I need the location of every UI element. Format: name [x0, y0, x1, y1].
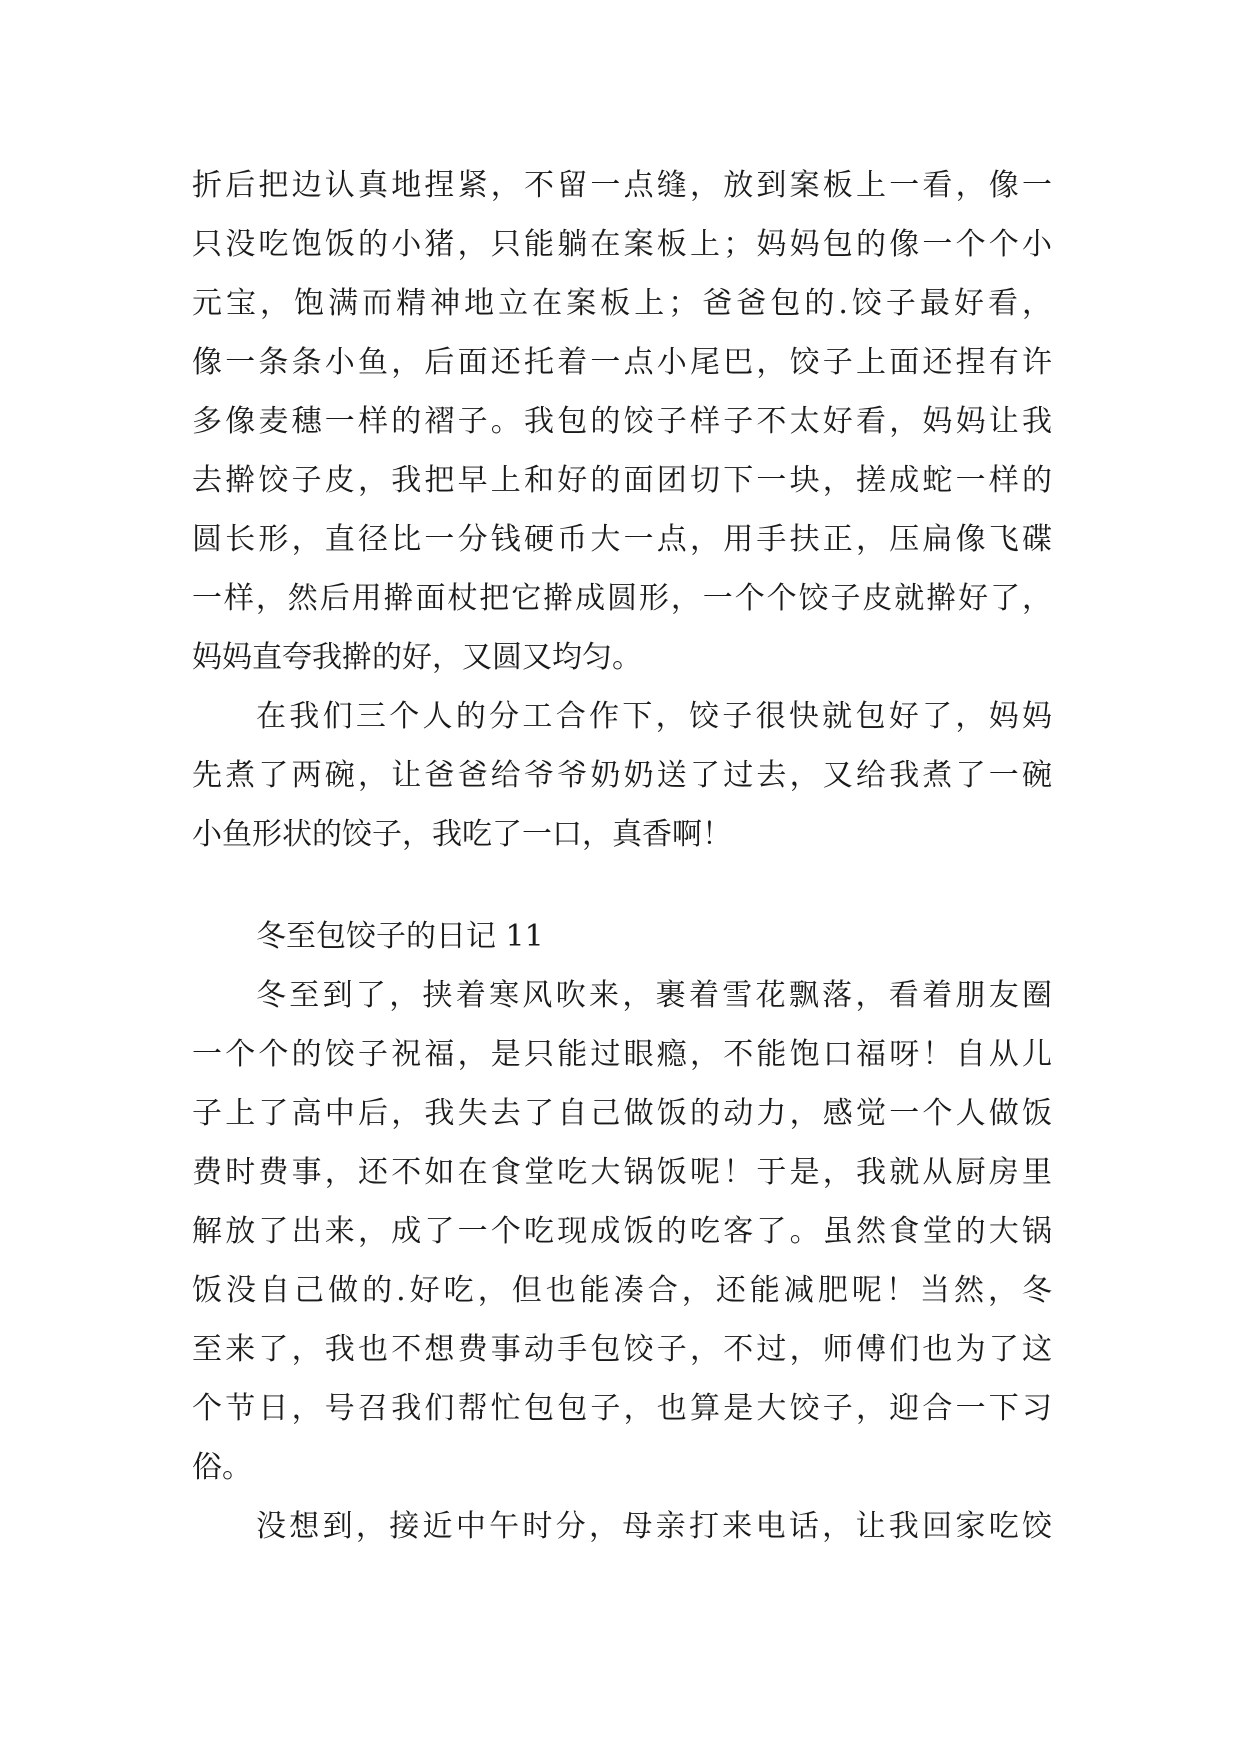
- text-line: 多像麦穗一样的褶子。我包的饺子样子不太好看，妈妈让我: [192, 404, 1052, 439]
- text-line: 像一条条小鱼，后面还托着一点小尾巴，饺子上面还捏有许: [192, 345, 1052, 380]
- text-line: 只没吃饱饭的小猪，只能躺在案板上；妈妈包的像一个个小: [192, 227, 1052, 262]
- text-line: 元宝，饱满而精神地立在案板上；爸爸包的.饺子最好看，: [192, 286, 1052, 321]
- text-line: 在我们三个人的分工合作下，饺子很快就包好了，妈妈: [256, 699, 1052, 734]
- text-line: 一样，然后用擀面杖把它擀成圆形，一个个饺子皮就擀好了，: [192, 581, 1052, 616]
- text-line: 去擀饺子皮，我把早上和好的面团切下一块，搓成蛇一样的: [192, 463, 1052, 498]
- text-line: 圆长形，直径比一分钱硬币大一点，用手扶正，压扁像飞碟: [192, 522, 1052, 557]
- section-title: 冬至包饺子的日记 11: [256, 919, 544, 954]
- text-line: 至来了，我也不想费事动手包饺子，不过，师傅们也为了这: [192, 1332, 1052, 1367]
- text-line: 解放了出来，成了一个吃现成饭的吃客了。虽然食堂的大锅: [192, 1214, 1052, 1249]
- text-line: 饭没自己做的.好吃，但也能凑合，还能减肥呢！当然，冬: [192, 1273, 1052, 1308]
- text-line: 先煮了两碗，让爸爸给爷爷奶奶送了过去，又给我煮了一碗: [192, 758, 1052, 793]
- text-line: 冬至到了，挟着寒风吹来，裹着雪花飘落，看着朋友圈: [256, 978, 1052, 1013]
- text-line: 子上了高中后，我失去了自己做饭的动力，感觉一个人做饭: [192, 1096, 1052, 1131]
- text-line: 费时费事，还不如在食堂吃大锅饭呢！于是，我就从厨房里: [192, 1155, 1052, 1190]
- text-line: 俗。: [192, 1450, 252, 1485]
- text-line: 小鱼形状的饺子，我吃了一口，真香啊！: [192, 817, 732, 852]
- text-line: 一个个的饺子祝福，是只能过眼瘾，不能饱口福呀！自从儿: [192, 1037, 1052, 1072]
- text-line: 折后把边认真地捏紧，不留一点缝，放到案板上一看，像一: [192, 168, 1052, 203]
- text-line: 妈妈直夸我擀的好，又圆又均匀。: [192, 640, 642, 675]
- text-line: 个节日，号召我们帮忙包包子，也算是大饺子，迎合一下习: [192, 1391, 1052, 1426]
- text-line: 没想到，接近中午时分，母亲打来电话，让我回家吃饺: [256, 1509, 1052, 1544]
